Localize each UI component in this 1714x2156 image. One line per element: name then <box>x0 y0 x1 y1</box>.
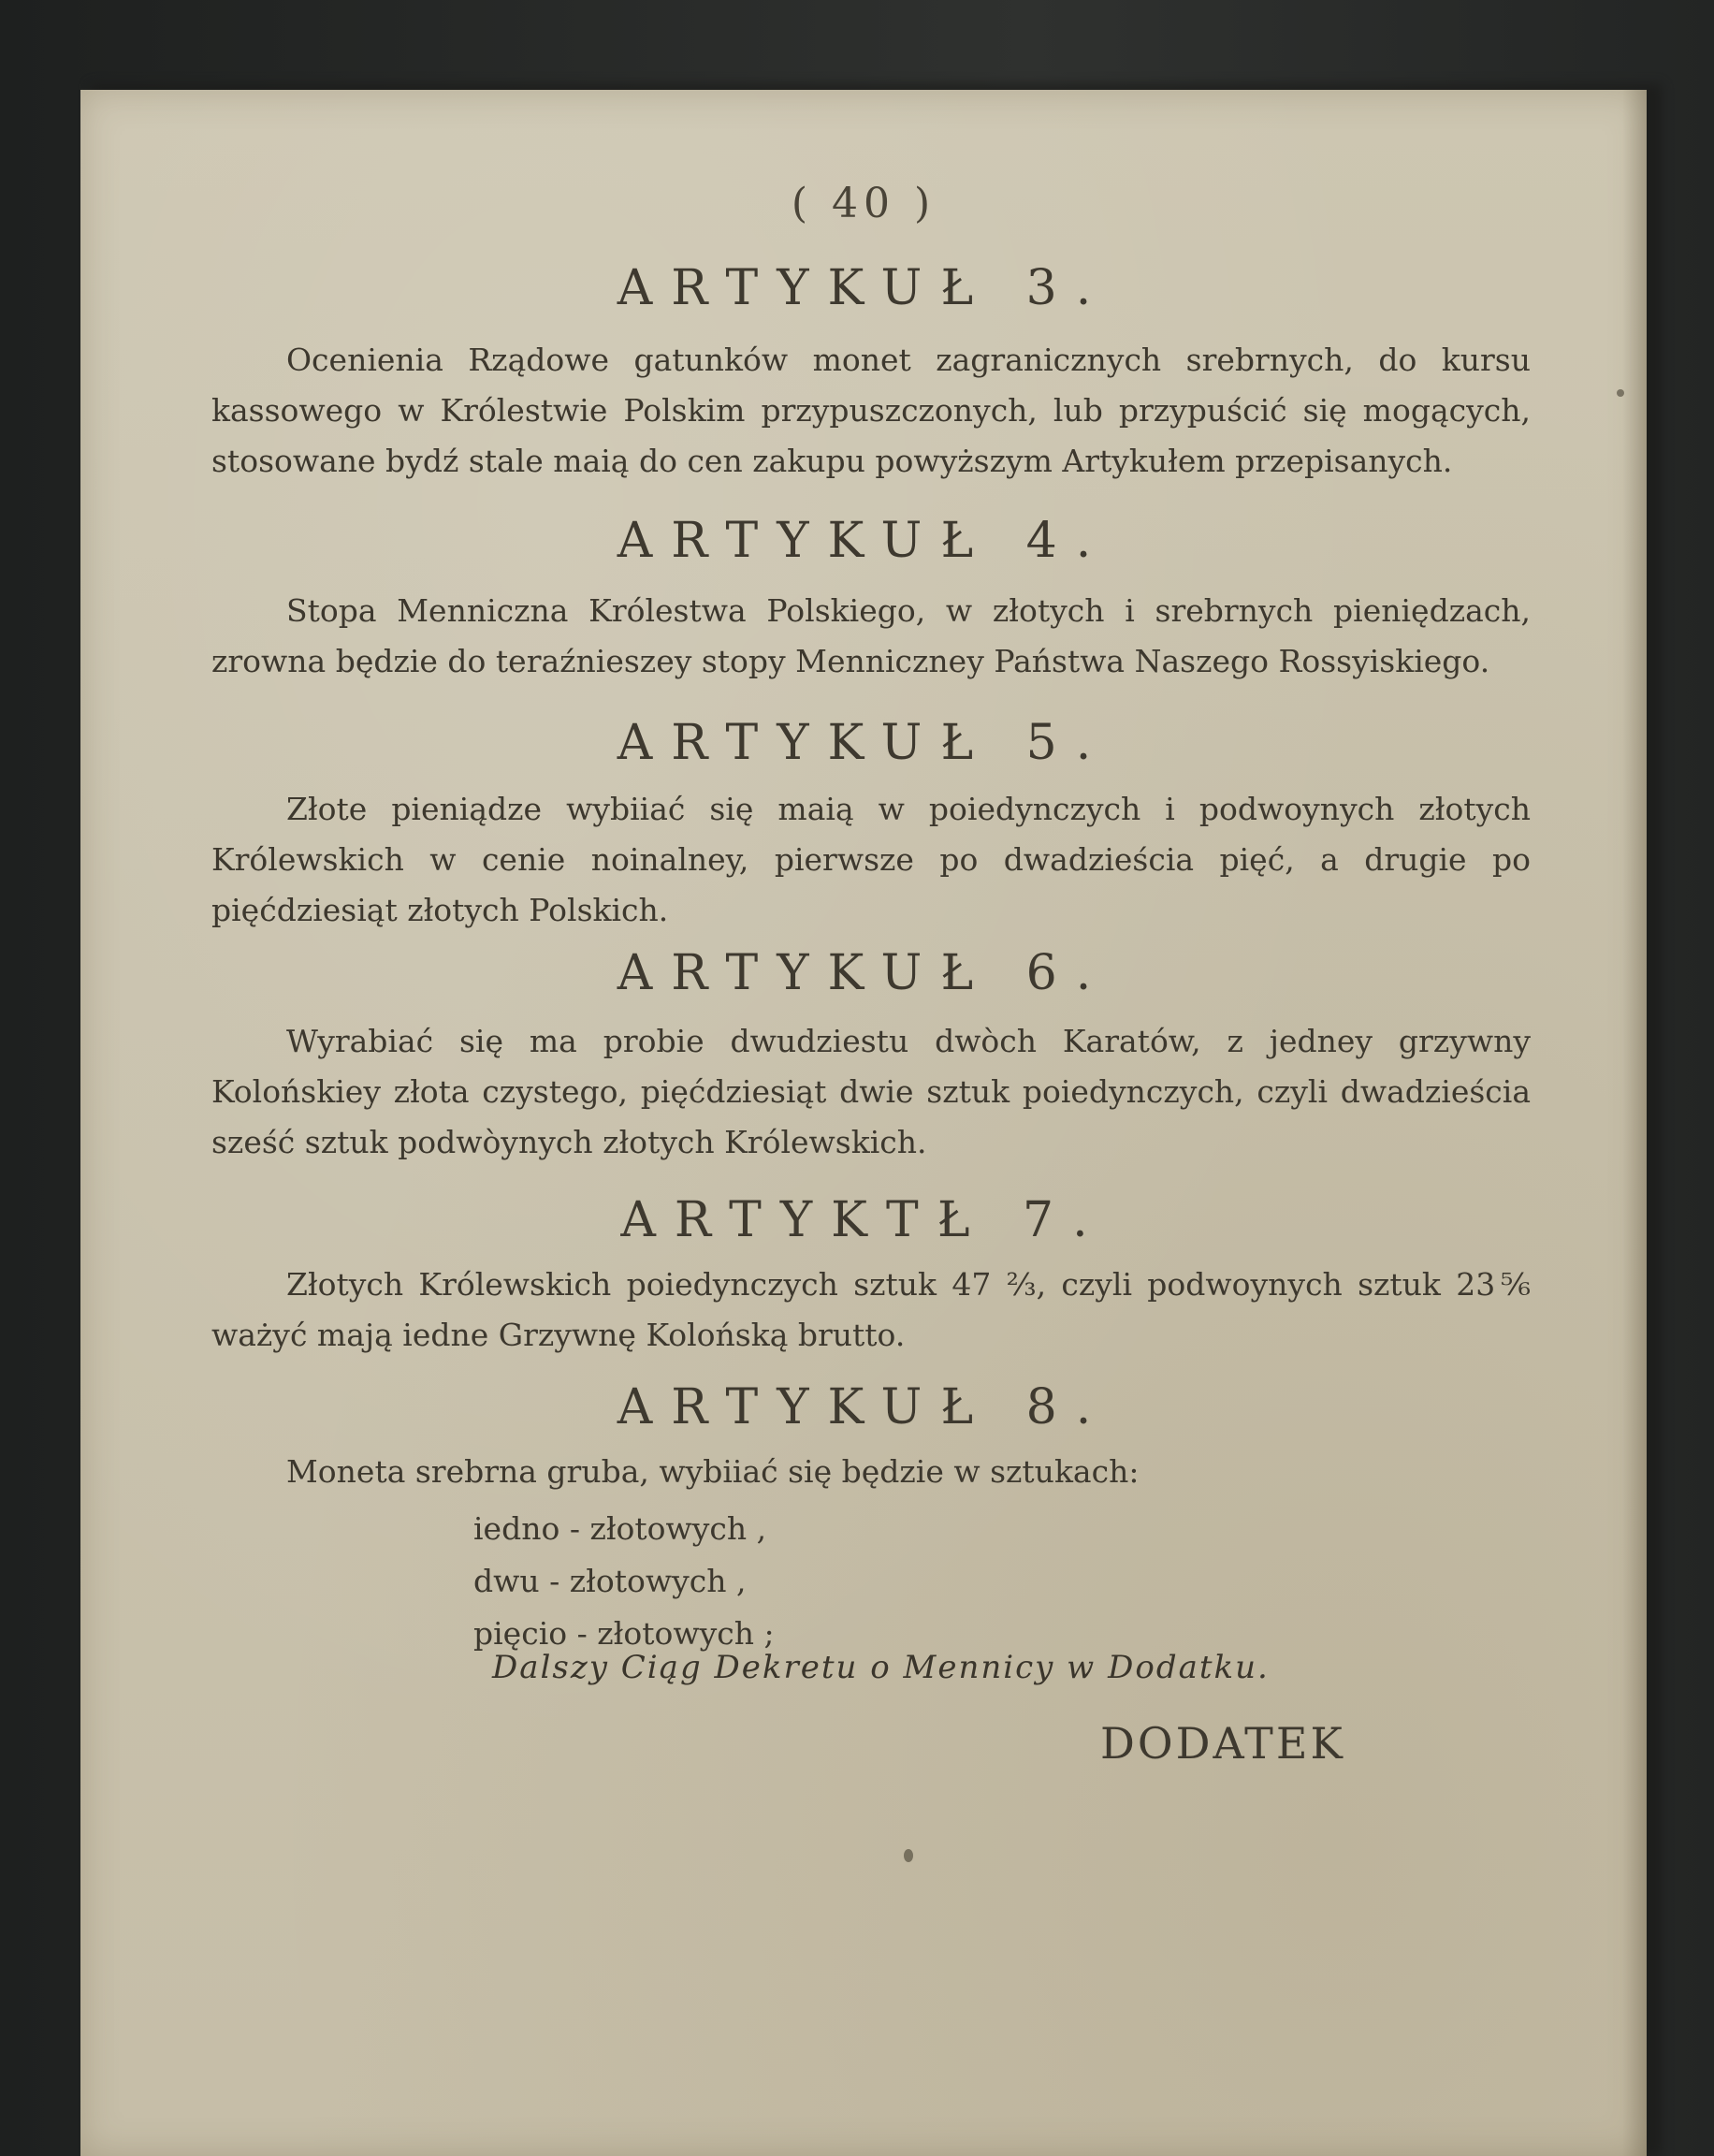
article-6-heading: ARTYKUŁ 6. <box>617 945 1111 1001</box>
article-8-text: Moneta srebrna gruba, wybiiać się będzie w sztukach: <box>286 1453 1140 1490</box>
article-3-text: Ocenienia Rządowe gatunków monet zagranicznych srebrnych, do kursu kassowego w Królestwie Polskim przypuszczonych, lub przypuścić się mogących, stosowane bydź stale maią do cen zakupu powyższym Artykułem przepisanych. <box>211 342 1531 479</box>
article-5-text: Złote pieniądze wybiiać się maią w poiedynczych i podwoynych złotych Królewskich w cenie noinalney, pierwsze po dwadzieścia pięć, a drugie po pięćdziesiąt złotych Polskich. <box>211 791 1531 928</box>
article-4-text: Stopa Menniczna Królestwa Polskiego, w złotych i srebrnych pieniędzach, zrowna będzie do teraźnieszey stopy Menniczney Państwa Naszego Rossyiskiego. <box>211 592 1531 679</box>
document-page <box>80 90 1647 2156</box>
article-8-heading: ARTYKUŁ 8. <box>617 1379 1111 1435</box>
article-4-heading: ARTYKUŁ 4. <box>617 513 1111 569</box>
coin-list-item: iedno - złotowych , <box>473 1510 767 1547</box>
continuation-note: Dalszy Ciąg Dekretu o Mennicy w Dodatku. <box>492 1649 1270 1686</box>
coin-list-item: pięcio - złotowych ; <box>473 1615 775 1652</box>
article-3-heading: ARTYKUŁ 3. <box>617 260 1111 316</box>
article-7-text: Złotych Królewskich poiedynczych sztuk 47 ⅔, czyli podwoynych sztuk 23⅚ ważyć mają iedne Grzywnę Kolońską brutto. <box>211 1266 1531 1353</box>
article-5-heading: ARTYKUŁ 5. <box>617 715 1111 771</box>
coin-list <box>473 1503 775 1660</box>
coin-list-item: dwu - złotowych , <box>473 1563 747 1599</box>
article-7-heading: ARTYKTŁ 7. <box>620 1192 1107 1248</box>
ink-spot <box>904 1849 913 1862</box>
ink-spot <box>1617 389 1624 397</box>
article-6-text: Wyrabiać się ma probie dwudziestu dwòch Karatów, z jedney grzywny Kolońskiey złota czystego, pięćdziesiąt dwie sztuk poiedynczych, czyli dwadzieścia sześć sztuk podwòynych złotych Królewskich. <box>211 1023 1531 1160</box>
page-number: ( 40 ) <box>791 180 937 227</box>
catchword: DODATEK <box>1100 1718 1345 1769</box>
